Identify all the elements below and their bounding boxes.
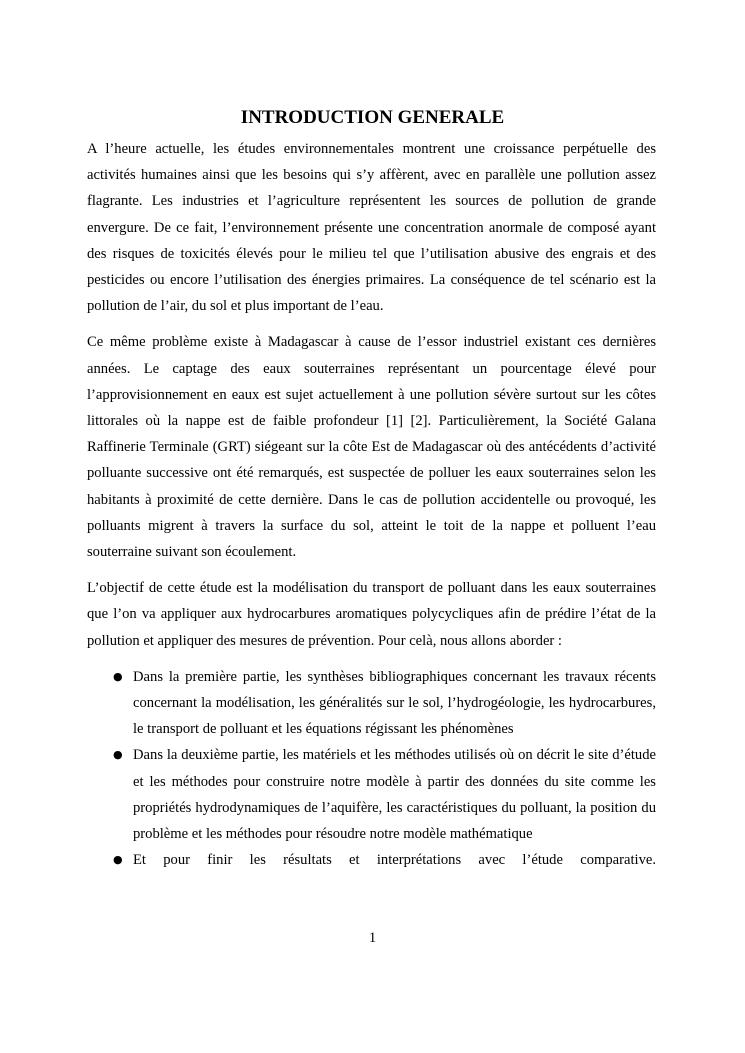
paragraph-intro: A l’heure actuelle, les études environnementales montrent une croissance perpétuelle des activités humaines ainsi que les besoins qui s’y affèrent, avec en parallèle une pollution assez flagrante. Les industries et l’agriculture représentent les sources de pollution de grande envergure. De ce fait, l’environnement présente une concentration anormale de composé ayant des risques de toxicités élevés pour le milieu tel que l’utilisation abusive des engrais et des pesticides ou encore l’utilisation des énergies primaires. La conséquence de tel scénario est la pollution de l’air, du sol et plus important de l’eau. — [87, 141, 656, 315]
page-title: INTRODUCTION GENERALE — [240, 107, 505, 128]
list-item-text: Et pour finir les résultats et interprétations avec l’étude comparative. — [133, 852, 656, 869]
bullet-icon: ● — [113, 853, 123, 867]
outline-list — [87, 664, 656, 874]
page-number: 1 — [368, 930, 377, 946]
document-body — [87, 136, 656, 873]
list-item — [87, 847, 656, 873]
bullet-icon: ● — [113, 748, 123, 762]
list-item-text: Dans la première partie, les synthèses bibliographiques concernant les travaux récents concernant la modélisation, les généralités sur le sol, l’hydrogéologie, les hydrocarbures, le transport de polluant et les équations régissant les phénomènes — [133, 668, 656, 738]
paragraph-madagascar: Ce même problème existe à Madagascar à cause de l’essor industriel existant ces dernières années. Le captage des eaux souterraines représentant un pourcentage élevé pour l’approvisionnement en eaux est sujet actuellement à une pollution sévère surtout sur les côtes littorales où la nappe est de faible profondeur [1] [2]. Particulièrement, la Société Galana Raffinerie Terminale (GRT) siégeant sur la côte Est de Madagascar où des antécédents d’activité polluante successive ont été remarqués, est suspectée de polluer les eaux souterraines selon les habitants à proximité de cette dernière. Dans le cas de pollution accidentelle ou provoqué, les polluants migrent à travers la surface du sol, atteint le toit de la nappe et polluent l’eau souterraine suivant son écoulement. — [87, 334, 656, 561]
list-item — [87, 742, 656, 847]
paragraph-objective: L’objectif de cette étude est la modélisation du transport de polluant dans les eaux souterraines que l’on va appliquer aux hydrocarbures aromatiques polycycliques afin de prédire l’état de la pollution et appliquer des mesures de prévention. Pour celà, nous allons aborder : — [87, 580, 656, 649]
bullet-icon: ● — [113, 669, 123, 683]
list-item-text: Dans la deuxième partie, les matériels et les méthodes utilisés où on décrit le site d’étude et les méthodes pour construire notre modèle à partir des données du site comme les propriétés hydrodynamiques de l’aquifère, les caractéristiques du polluant, la position du problème et les méthodes pour résoudre notre modèle mathématique — [133, 747, 656, 843]
list-item — [87, 664, 656, 743]
